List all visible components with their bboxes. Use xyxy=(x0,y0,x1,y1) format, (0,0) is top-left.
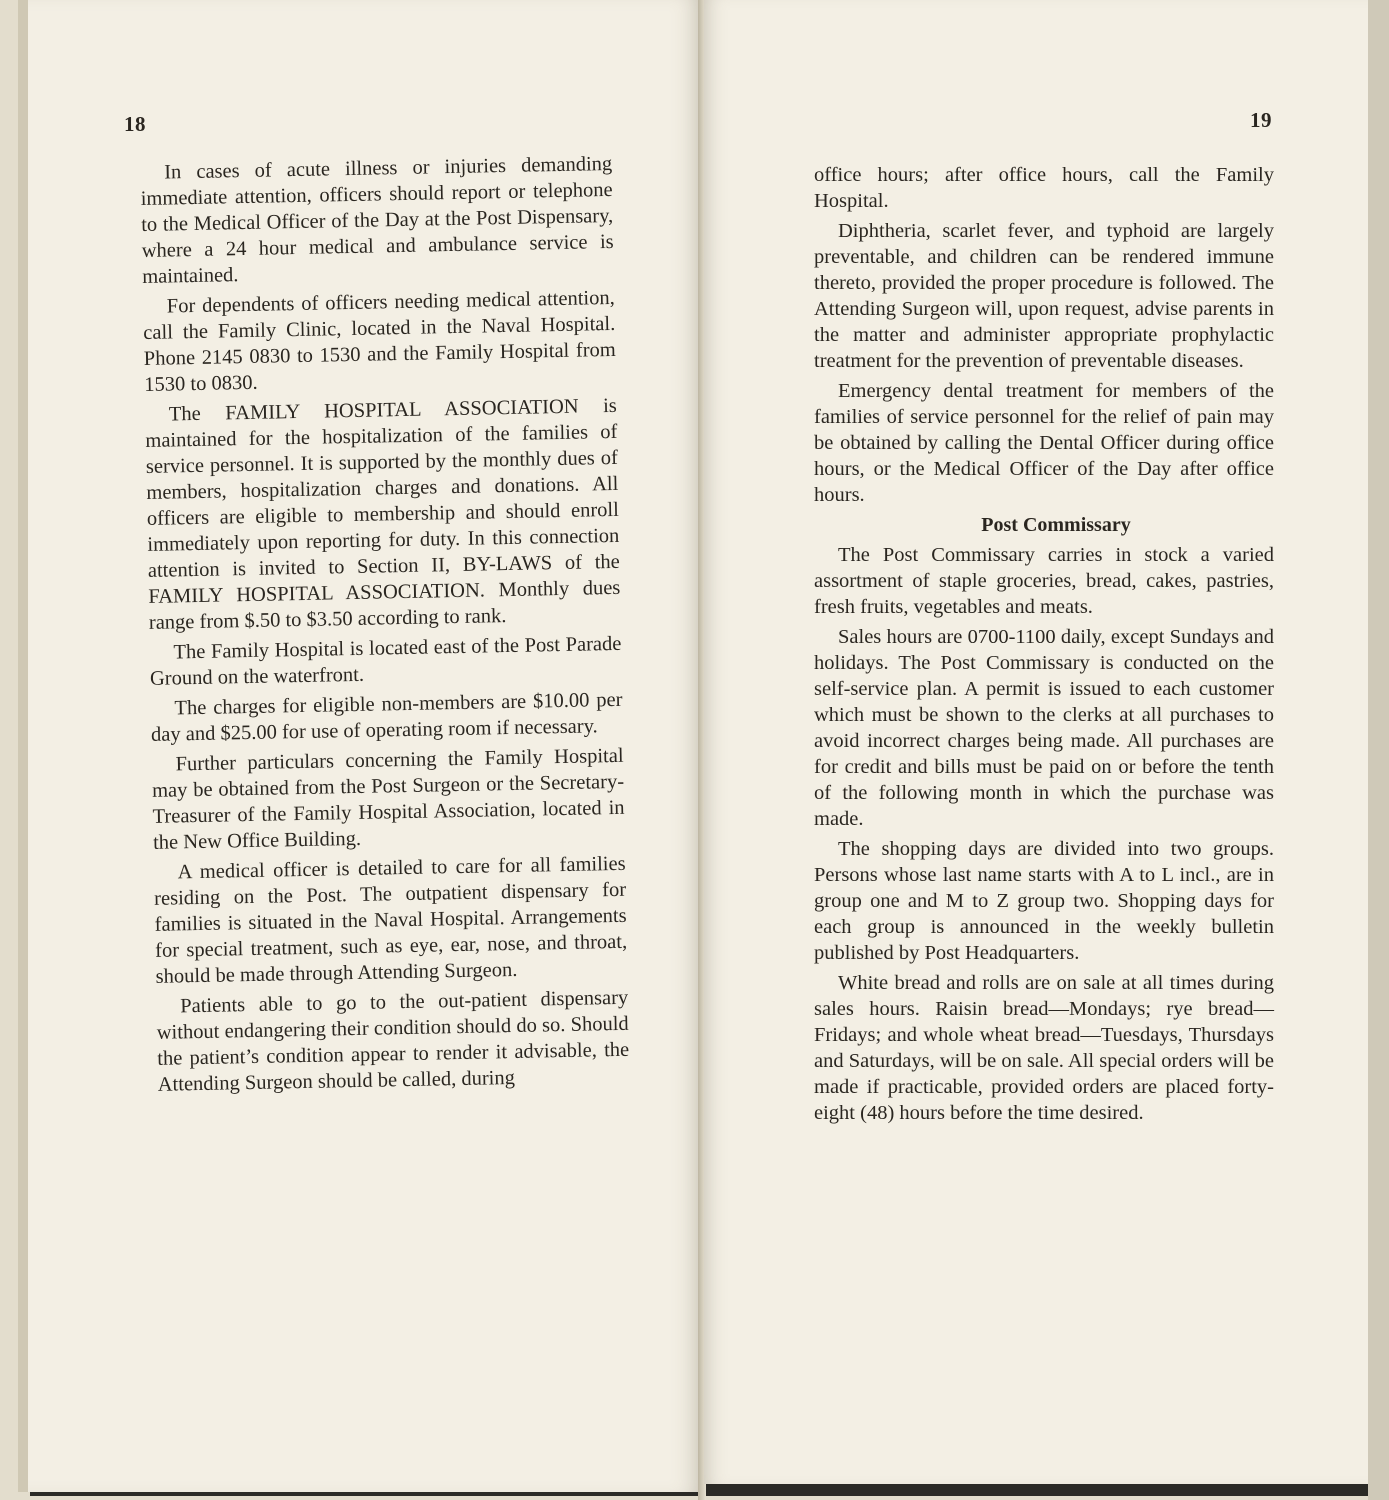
left-paragraph: The FAMILY HOSPITAL ASSOCIATION is maintained for the hospitalization of the families of service personnel. It is supported by the monthly dues of members, hospitalization charges and donations. All officers are eligible to membership and should enroll immediately upon reporting for duty. In this connection attention is invited to Section II, BY-LAWS of the FAMILY HOSPITAL ASSOCIATION. Monthly dues range from $.50 to $3.50 according to rank. xyxy=(145,394,621,634)
right-paragraph: Diphtheria, scarlet fever, and typhoid are largely preventable, and children can be rendered immune thereto, provided the proper procedure is followed. The Attending Surgeon will, upon request, advise parents in the matter and administer appropriate prophylactic treatment for the prevention of preventable diseases. xyxy=(814,220,1274,372)
left-paragraph: In cases of acute illness or injuries demanding immediate attention, officers should report or telephone to the Medical Officer of the Day at the Post Dispensary, where a 24 hour medical and ambulance service is maintained. xyxy=(140,152,614,288)
right-paragraph: The shopping days are divided into two groups. Persons whose last name starts with A to L incl., are in group one and M to Z group two. Shopping days for each group is announced in the weekly bulletin published by Post Headquarters. xyxy=(814,838,1274,964)
section-heading: Post Commissary xyxy=(981,514,1131,536)
right-page-number: 19 xyxy=(1250,108,1272,132)
right-page-text xyxy=(814,162,1274,1130)
page-stack-edge xyxy=(1368,0,1389,1500)
left-paragraph: The charges for eligible non-members are $10.00 per day and $25.00 for use of operating room if necessary. xyxy=(150,688,623,746)
right-paragraph: White bread and rolls are on sale at all times during sales hours. Raisin bread—Mondays; rye bread—Fridays; and whole wheat bread—Tuesdays, Thursdays and Saturdays, will be on sale. All special orders will be made if practicable, provided orders are placed forty-eight (48) hours before the time desired. xyxy=(814,972,1275,1124)
left-page-number: 18 xyxy=(124,112,146,136)
left-paragraph: For dependents of officers needing medical attention, call the Family Clinic, located in the Naval Hospital. Phone 2145 0830 to 1530 and the Family Hospital from 1530 to 0830. xyxy=(143,286,616,396)
right-paragraph: The Post Commissary carries in stock a varied assortment of staple groceries, bread, cakes, pastries, fresh fruits, vegetables and meats. xyxy=(814,544,1274,618)
left-paragraph: Patients able to go to the out-patient dispensary without endangering their condition should do so. Should the patient’s condition appear to render it advisable, the Attending Surgeon should be called, during xyxy=(156,986,630,1096)
right-paragraph: Emergency dental treatment for members of the families of service personnel for the relief of pain may be obtained by calling the Dental Officer during office hours, or the Medical Officer of the Day after office hours. xyxy=(814,380,1274,506)
right-paragraph: Sales hours are 0700-1100 daily, except Sundays and holidays. The Post Commissary is conducted on the self-service plan. A permit is issued to each customer which must be shown to the clerks at all purchases to avoid incorrect charges being made. All purchases are for credit and bills must be paid on or before the tenth of the following month in which the purchase was made. xyxy=(814,626,1274,830)
left-paragraph: The Family Hospital is located east of the Post Parade Ground on the waterfront. xyxy=(149,632,622,690)
left-page xyxy=(18,0,700,1492)
left-paragraph: A medical officer is detailed to care for all families residing on the Post. The outpatient dispensary for families is situated in the Naval Hospital. Arrangements for special treatment, such as eye, ear, nose, and throat, should be made through Attending Surgeon. xyxy=(153,852,628,988)
right-page xyxy=(704,0,1368,1484)
left-page-text xyxy=(140,151,630,1102)
left-paragraph: Further particulars concerning the Family Hospital may be obtained from the Post Surgeon or the Secretary-Treasurer of the Family Hospital Association, located in the New Office Building. xyxy=(151,744,625,854)
right-paragraph: office hours; after office hours, call the Family Hospital. xyxy=(814,164,1274,212)
